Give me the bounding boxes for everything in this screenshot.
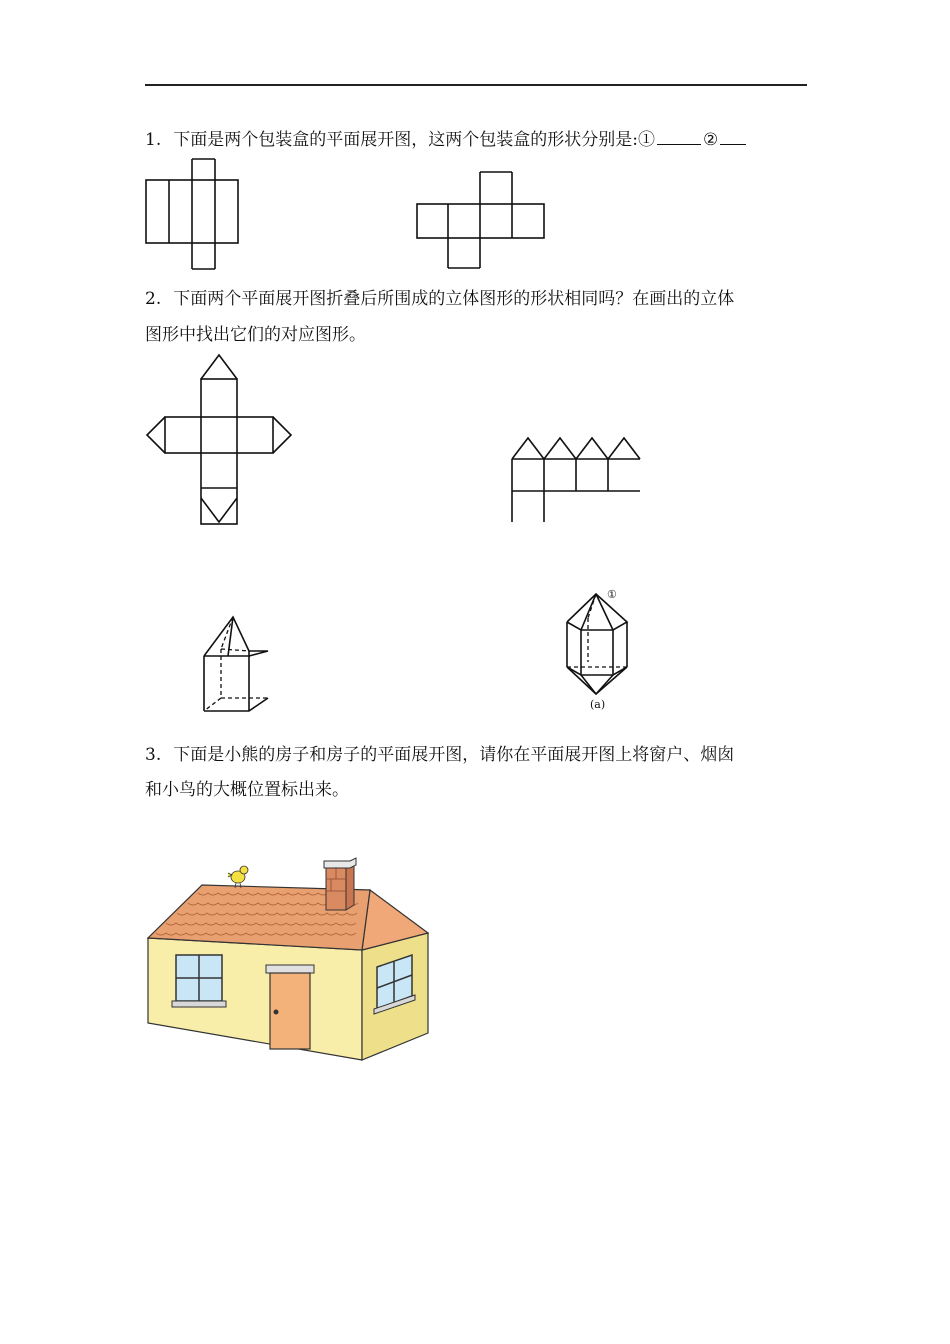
q2-solid-bipyramid <box>555 582 635 712</box>
q2-net-cross <box>140 350 300 530</box>
figure-label-circle: ① <box>607 588 617 601</box>
question-2-line-2 <box>145 318 366 352</box>
question-2-text-1: 下面两个平面展开图折叠后所围成的立体图形的形状相同吗？在画出的立体 <box>173 289 735 309</box>
question-1-marker-1: ① <box>637 130 655 150</box>
figure-label-a: (a) <box>590 698 606 711</box>
question-1-text: 下面是两个包装盒的平面展开图，这两个包装盒的形状分别是: <box>173 130 638 150</box>
question-3-text-2: 和小鸟的大概位置标出来。 <box>145 780 349 800</box>
q1-net-cube <box>410 168 555 278</box>
question-3-number: 3. <box>145 745 162 765</box>
chimney <box>324 858 356 910</box>
question-1 <box>145 123 748 157</box>
q2-solid-partial <box>196 612 276 717</box>
question-1-number: 1. <box>145 130 162 150</box>
question-2-text-2: 图形中找出它们的对应图形。 <box>145 325 366 345</box>
front-window <box>172 955 226 1007</box>
question-2-line-1 <box>145 282 734 316</box>
answer-blank-1[interactable] <box>657 143 701 145</box>
question-3-line-1 <box>145 738 734 772</box>
answer-blank-2[interactable] <box>720 143 746 145</box>
question-1-marker-2: ② <box>702 130 719 150</box>
question-2-number: 2. <box>145 289 162 309</box>
header-rule <box>145 84 807 86</box>
q2-net-strip <box>505 432 650 527</box>
bird <box>228 866 248 888</box>
question-3-line-2 <box>145 773 349 807</box>
bear-house-illustration <box>140 855 440 1070</box>
front-door <box>266 965 314 1049</box>
q1-net-cuboid <box>140 155 250 275</box>
question-3-text-1: 下面是小熊的房子和房子的平面展开图，请你在平面展开图上将窗户、烟囱 <box>173 745 735 765</box>
